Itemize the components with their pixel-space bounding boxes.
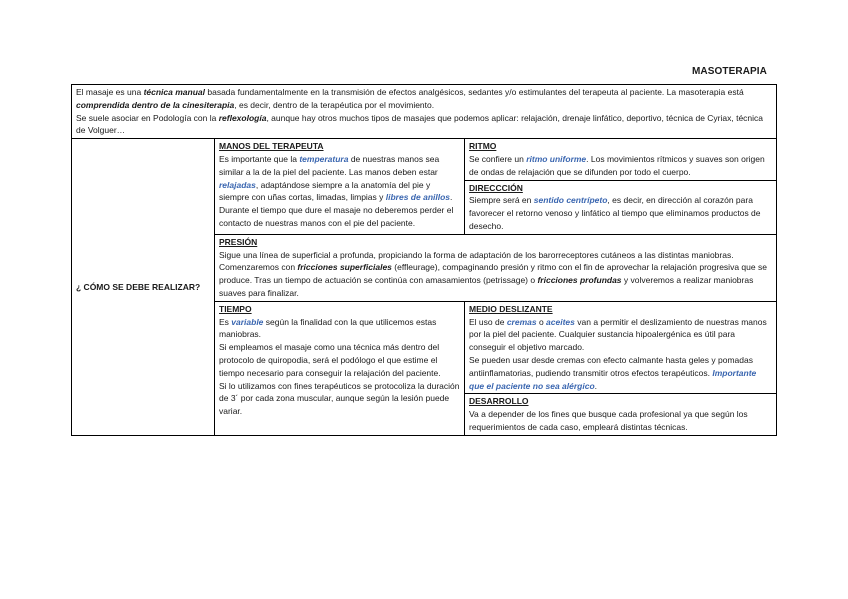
- right-lower-cell: [465, 301, 777, 435]
- desarrollo-heading: DESARROLLO: [469, 396, 529, 407]
- manos-heading: MANOS DEL TERAPEUTA: [219, 141, 324, 152]
- intro-paragraph-2: Se suele asociar en Podología con la reflexología, aunque hay otros muchos tipos de masajes que podemos aplicar: relajación, drenaje linfático, deportivo, técnica de Cyriax, técnica de Volguer…: [76, 112, 764, 136]
- desarrollo-text: Va a depender de los fines que busque cada profesional ya que según los requerimientos de cada caso, empleará distintas técnicas.: [469, 409, 748, 432]
- tiempo-cell: [215, 301, 465, 435]
- presion-heading: PRESIÓN: [219, 236, 258, 247]
- manos-text: Es importante que la temperatura de nuestras manos sea similar a la de la piel del paciente. Las manos deben estar relajadas, adaptándose siempre a la anatomía del pie y siempre con uñas cortas, limadas, limpias y libres de anillos. Durante el tiempo que dure el masaje no deberemos perder el contacto de nuestras manos con el pie del paciente.: [219, 153, 454, 228]
- ritmo-text: Se confiere un ritmo uniforme. Los movimientos rítmicos y suaves son origen de ondas de relajación que se difunden por todo el cuerpo.: [469, 153, 765, 177]
- medio-block: [465, 302, 776, 394]
- intro-paragraph-1: El masaje es una técnica manual basada fundamentalmente en la transmisión de efectos analgésicos, sedantes y/o estimulantes del terapeuta al paciente. La masoterapia está comprendida dentro de la cinesiterapia, es decir, dentro de la terapéutica por el movimiento.: [76, 87, 744, 110]
- tiempo-text-1: Es variable según la finalidad con la que utilicemos estas maniobras.: [219, 316, 437, 340]
- medio-text-1: El uso de cremas o aceites van a permitir el deslizamiento de nuestras manos por la piel del paciente. Cualquier sustancia hipoalergénica es útil para conseguir el objetivo marcado.: [469, 316, 767, 353]
- presion-text-2: Comenzaremos con fricciones superficiales (effleurage), compaginando presión y ritmo con el fin de aprovechar la relajación progresiva que se produce. Tras un tiempo de actuación se continúa con amasamientos (petrissage) o fricciones profundas y volveremos a realizar maniobras suaves para finalizar.: [219, 262, 767, 298]
- manos-cell: [215, 139, 465, 235]
- tiempo-text-3: Si lo utilizamos con fines terapéuticos se protocoliza la duración de 3´ por cada zona muscular, aunque según la lesión puede variar.: [219, 380, 460, 417]
- desarrollo-block: [465, 393, 776, 434]
- page-title: MASOTERAPIA: [692, 66, 767, 77]
- intro-cell: [72, 85, 777, 139]
- ritmo-cell: [465, 139, 777, 180]
- direccion-heading: DIRECCCIÓN: [469, 182, 523, 193]
- content-table: [71, 84, 777, 436]
- direccion-text: Siempre será en sentido centrípeto, es decir, en dirección al corazón para favorecer el retorno venoso y linfático al tiempo que eliminamos productos de desecho.: [469, 195, 761, 231]
- direccion-cell: [465, 180, 777, 234]
- medio-text-2: Se pueden usar desde cremas con efecto calmante hasta geles y pomadas antiinflamatorias, pudiendo transmitir otros efectos terapéuticos. Importante que el paciente no sea alérgico.: [469, 354, 757, 391]
- medio-heading: MEDIO DESLIZANTE: [469, 303, 553, 314]
- presion-cell: [215, 234, 777, 301]
- tiempo-heading: TIEMPO: [219, 303, 252, 314]
- question-cell: ¿ CÓMO SE DEBE REALIZAR?: [72, 139, 215, 436]
- presion-text-1: Sigue una línea de superficial a profunda, propiciando la forma de adaptación de los barorreceptores cutáneos a las distintas maniobras.: [219, 249, 734, 260]
- tiempo-text-2: Si empleamos el masaje como una técnica más dentro del protocolo de quiropodia, será el podólogo el que estime el tiempo necesario para conseguir la relajación del paciente.: [219, 342, 441, 378]
- ritmo-heading: RITMO: [469, 141, 497, 152]
